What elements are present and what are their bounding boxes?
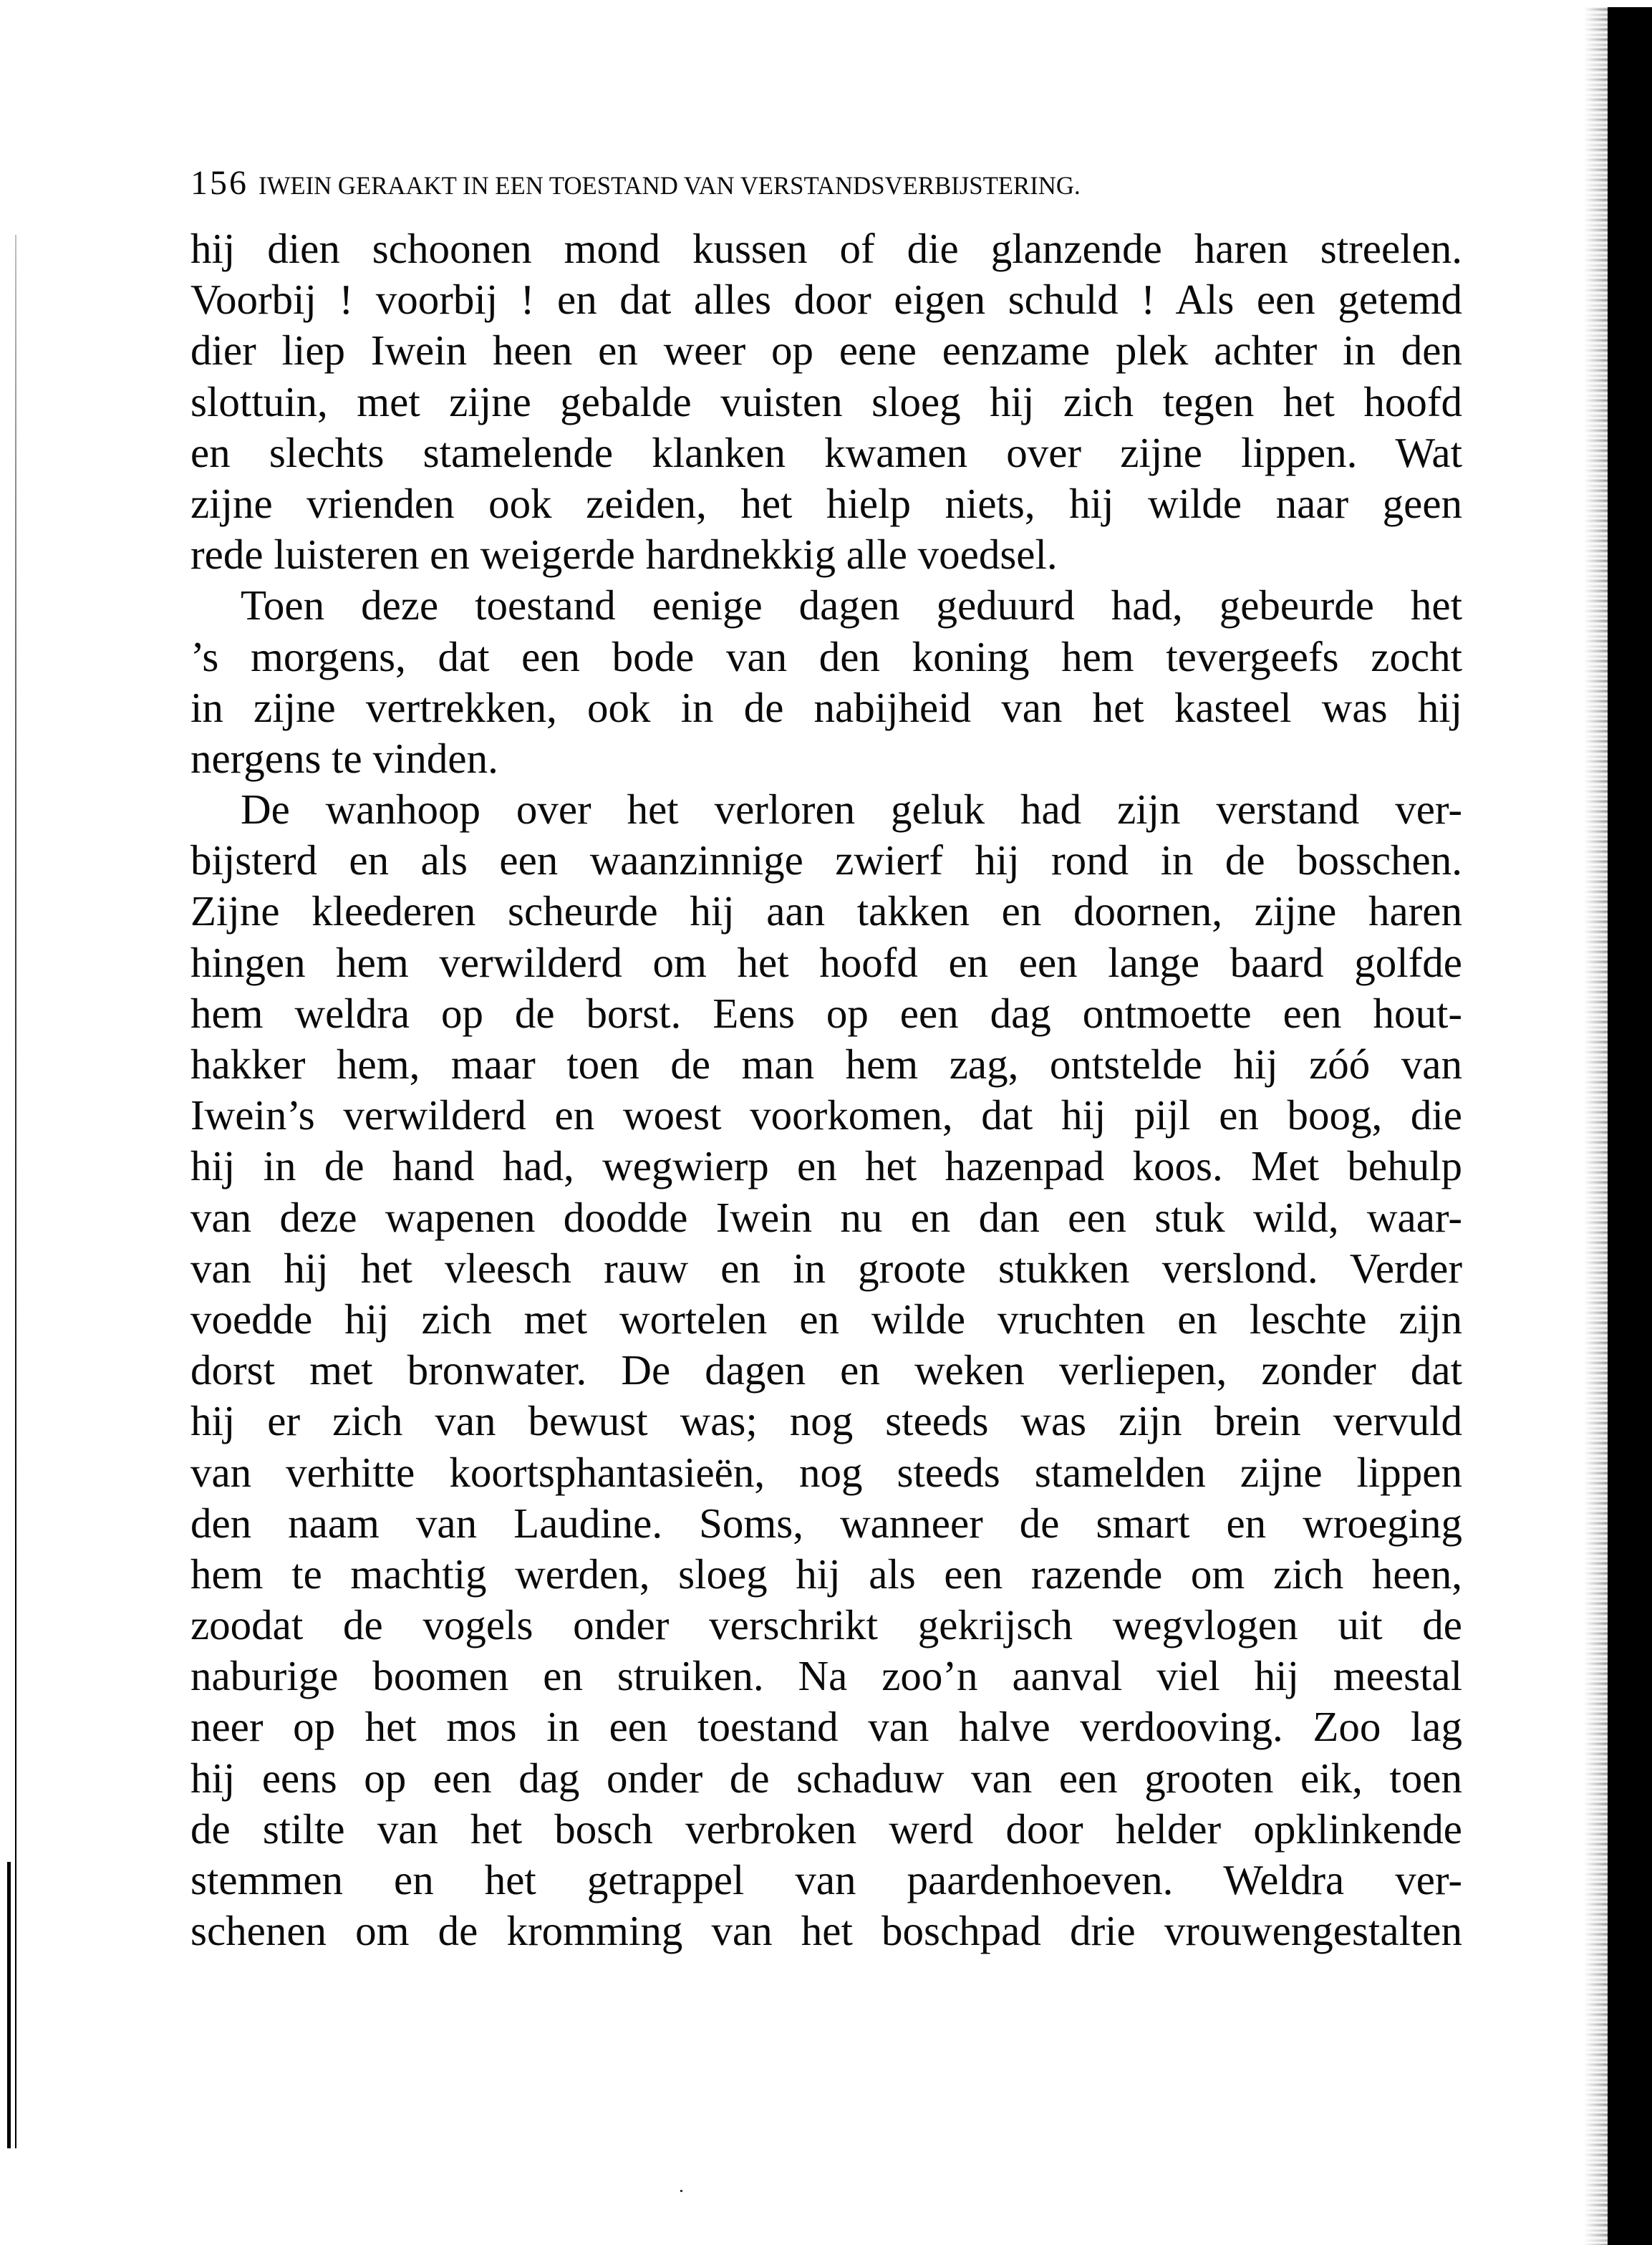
scan-margin-line — [15, 235, 16, 2148]
text-line: stemmen en het getrappel van paardenhoeven. Weldra ver- — [190, 1856, 1462, 1903]
running-head-title: IWEIN GERAAKT IN EEN TOESTAND VAN VERSTANDSVERBIJSTERING. — [259, 171, 1081, 200]
text-line: dier liep Iwein heen en weer op eene eenzame plek achter in den — [190, 327, 1462, 375]
text-line: nergens te vinden. — [190, 734, 498, 782]
paragraph — [190, 784, 1462, 1956]
text-line: hij in de hand had, wegwierp en het hazenpad koos. Met behulp — [190, 1142, 1462, 1190]
body-text — [190, 223, 1462, 1956]
text-line: zijne vrienden ook zeiden, het hielp niets, hij wilde naar geen — [190, 479, 1462, 527]
text-line: hem te machtig werden, sloeg hij als een razende om zich heen, — [190, 1550, 1462, 1598]
text-line: schenen om de kromming van het boschpad drie vrouwengestalten — [190, 1907, 1462, 1955]
text-line: hij dien schoonen mond kussen of die glanzende haren streelen. — [190, 225, 1462, 272]
text-line: in zijne vertrekken, ook in de nabijheid van het kasteel was hij — [190, 683, 1462, 731]
scan-speck — [680, 2190, 682, 2192]
text-line: hakker hem, maar toen de man hem zag, ontstelde hij zóó van — [190, 1041, 1462, 1088]
text-line: Voorbij ! voorbij ! en dat alles door eigen schuld ! Als een getemd — [190, 276, 1462, 324]
text-line: de stilte van het bosch verbroken werd door helder opklinkende — [190, 1805, 1462, 1853]
text-line: van deze wapenen doodde Iwein nu en dan een stuk wild, waar- — [190, 1193, 1462, 1241]
text-line: hij er zich van bewust was; nog steeds was zijn brein vervuld — [190, 1397, 1462, 1445]
page-number: 156 — [190, 164, 248, 202]
paragraph — [190, 223, 1462, 580]
text-line: Iwein’s verwilderd en woest voorkomen, dat hij pijl en boog, die — [190, 1091, 1462, 1139]
text-line: hingen hem verwilderd om het hoofd en een lange baard golfde — [190, 938, 1462, 986]
text-line: ’s morgens, dat een bode van den koning hem tevergeefs zocht — [190, 632, 1462, 680]
text-line: van verhitte koortsphantasieën, nog steeds stamelden zijne lippen — [190, 1448, 1462, 1496]
paragraph — [190, 580, 1462, 784]
text-line: neer op het mos in een toestand van halve verdooving. Zoo lag — [190, 1703, 1462, 1751]
text-line: dorst met bronwater. De dagen en weken verliepen, zonder dat — [190, 1346, 1462, 1394]
text-line: bijsterd en als een waanzinnige zwierf hij rond in de bosschen. — [190, 836, 1462, 884]
text-line: hem weldra op de borst. Eens op een dag ontmoette een hout- — [190, 989, 1462, 1037]
text-line: De wanhoop over het verloren geluk had zijn verstand ver- — [241, 786, 1462, 834]
text-line: Zijne kleederen scheurde hij aan takken en doornen, zijne haren — [190, 887, 1462, 935]
binding-shadow — [1608, 7, 1652, 2245]
text-line: hij eens op een dag onder de schaduw van een grooten eik, toen — [190, 1754, 1462, 1802]
text-line: Toen deze toestand eenige dagen geduurd had, gebeurde het — [241, 581, 1462, 629]
text-line: rede luisteren en weigerde hardnekkig alle voedsel. — [190, 531, 1058, 579]
text-line: zoodat de vogels onder verschrikt gekrijsch wegvlogen uit de — [190, 1601, 1462, 1649]
running-header — [190, 163, 1479, 203]
text-line: den naam van Laudine. Soms, wanneer de smart en wroeging — [190, 1499, 1462, 1547]
text-line: slottuin, met zijne gebalde vuisten sloeg hij zich tegen het hoofd — [190, 377, 1462, 425]
text-line: naburige boomen en struiken. Na zoo’n aanval viel hij meestal — [190, 1652, 1462, 1700]
scan-margin-line-lower — [7, 1862, 11, 2148]
text-line: van hij het vleesch rauw en in groote stukken verslond. Verder — [190, 1244, 1462, 1292]
text-line: en slechts stamelende klanken kwamen over zijne lippen. Wat — [190, 428, 1462, 476]
text-line: voedde hij zich met wortelen en wilde vruchten en leschte zijn — [190, 1295, 1462, 1343]
